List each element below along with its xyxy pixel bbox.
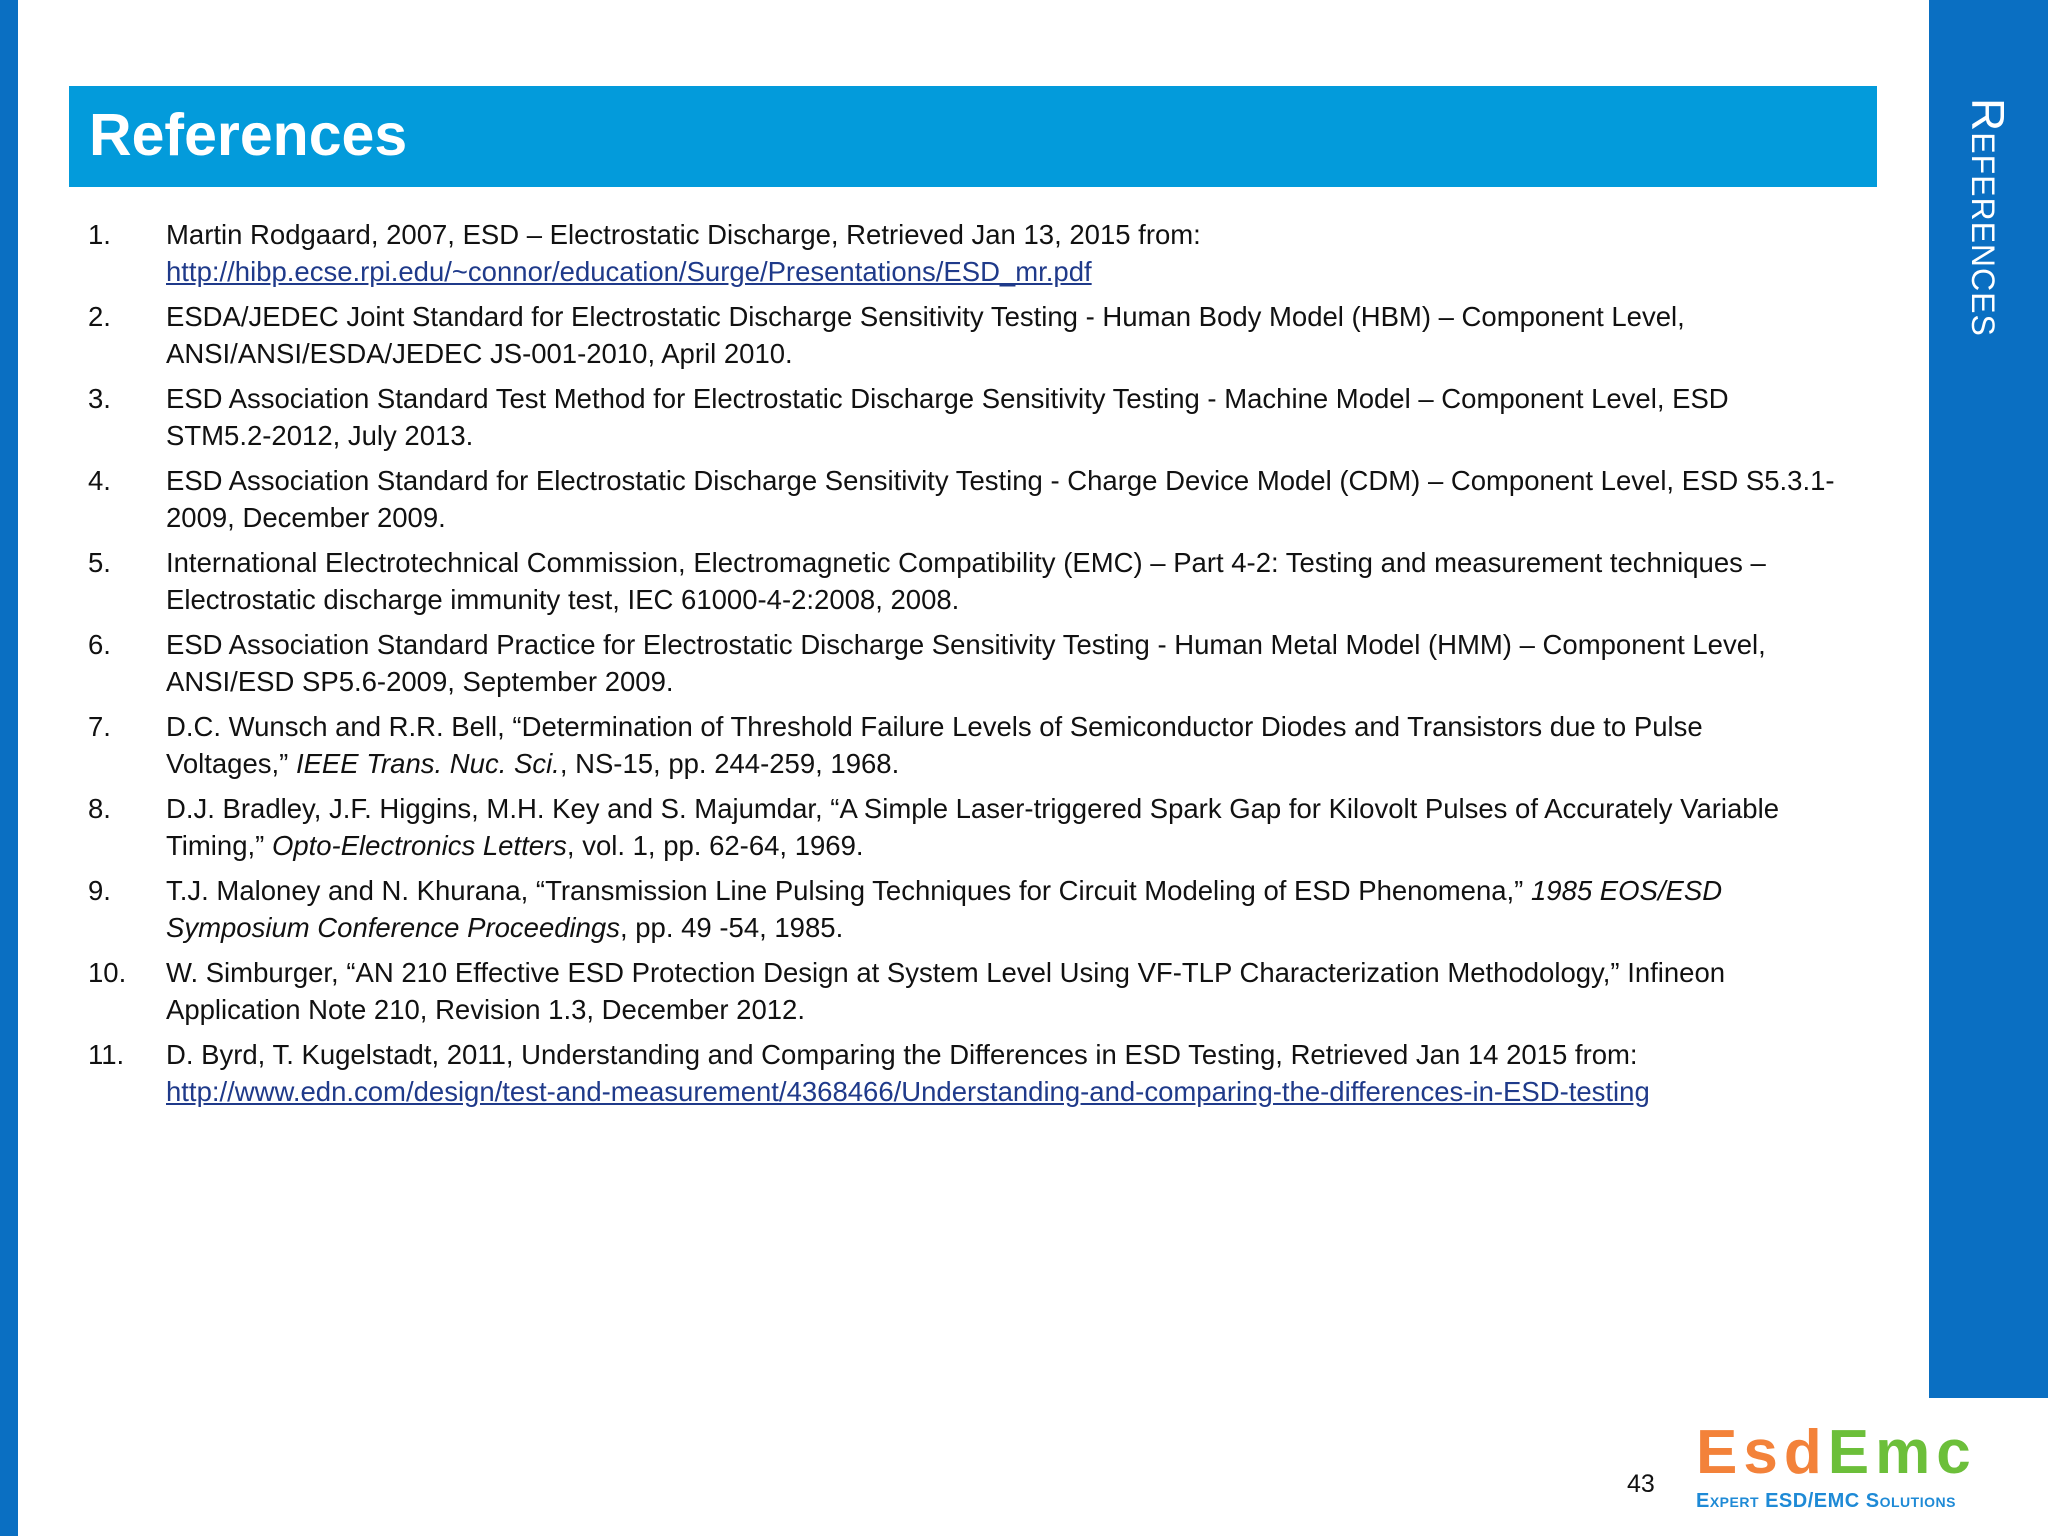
reference-number: 5.: [88, 547, 111, 578]
reference-number: 2.: [88, 301, 111, 332]
reference-number: 1.: [88, 219, 111, 250]
reference-text: Application Note 210, Revision 1.3, December 2012.: [166, 994, 805, 1025]
reference-link[interactable]: http://www.edn.com/design/test-and-measurement/4368466/Understanding-and-comparing-the-differences-in-ESD-testing: [166, 1076, 1650, 1107]
reference-number: 9.: [88, 875, 111, 906]
reference-text: Voltages,”: [166, 748, 296, 779]
reference-item-5: [88, 544, 1888, 618]
reference-item-11: [88, 1036, 1888, 1110]
section-side-title: References: [1962, 98, 2014, 337]
reference-item-8: [88, 790, 1888, 864]
reference-item-10: [88, 954, 1888, 1028]
reference-number: 7.: [88, 711, 111, 742]
reference-number: 8.: [88, 793, 111, 824]
reference-number: 3.: [88, 383, 111, 414]
reference-text: Martin Rodgaard, 2007, ESD – Electrostatic Discharge, Retrieved Jan 13, 2015 from:: [166, 219, 1201, 250]
esdemc-logo: [1696, 1418, 2032, 1513]
reference-text: Timing,”: [166, 830, 272, 861]
reference-number: 10.: [88, 957, 127, 988]
reference-item-9: [88, 872, 1888, 946]
journal-title: 1985 EOS/ESD: [1530, 875, 1723, 906]
journal-title: Opto-Electronics Letters: [271, 830, 567, 861]
reference-text: , NS-15, pp. 244-259, 1968.: [559, 748, 900, 779]
reference-text: D.J. Bradley, J.F. Higgins, M.H. Key and S. Majumdar, “A Simple Laser-triggered Spark Gap for Kilovolt Pulses of Accurately Variable: [166, 793, 1779, 824]
page-title: References: [89, 102, 408, 168]
reference-item-1: [88, 216, 1888, 290]
reference-number: 11.: [88, 1039, 125, 1070]
reference-number: 6.: [88, 629, 111, 660]
reference-text: Electrostatic discharge immunity test, IEC 61000-4-2:2008, 2008.: [166, 584, 960, 615]
journal-title: IEEE Trans. Nuc. Sci.: [295, 748, 560, 779]
reference-item-4: [88, 462, 1888, 536]
reference-text: ESD Association Standard for Electrostatic Discharge Sensitivity Testing - Charge Device Model (CDM) – Component Level, ESD S5.3.1-: [166, 465, 1835, 496]
left-accent-bar: [0, 0, 18, 1536]
reference-text: 2009, December 2009.: [166, 502, 446, 533]
logo-part-esd: Esd: [1696, 1418, 1828, 1487]
page-number: 43: [1627, 1470, 1655, 1498]
reference-text: , pp. 49 -54, 1985.: [619, 912, 844, 943]
reference-text: ANSI/ESD SP5.6-2009, September 2009.: [166, 666, 674, 697]
reference-text: D. Byrd, T. Kugelstadt, 2011, Understanding and Comparing the Differences in ESD Testing, Retrieved Jan 14 2015 from:: [166, 1039, 1638, 1070]
reference-item-3: [88, 380, 1888, 454]
reference-text: , vol. 1, pp. 62-64, 1969.: [566, 830, 864, 861]
reference-item-2: [88, 298, 1888, 372]
reference-text: ANSI/ANSI/ESDA/JEDEC JS-001-2010, April 2010.: [166, 338, 793, 369]
reference-text: ESD Association Standard Practice for Electrostatic Discharge Sensitivity Testing - Human Metal Model (HMM) – Component Level,: [166, 629, 1766, 660]
reference-text: ESDA/JEDEC Joint Standard for Electrostatic Discharge Sensitivity Testing - Human Body Model (HBM) – Component Level,: [166, 301, 1685, 332]
reference-text: International Electrotechnical Commission, Electromagnetic Compatibility (EMC) – Part 4-2: Testing and measurement techniques –: [166, 547, 1766, 578]
reference-text: STM5.2-2012, July 2013.: [166, 420, 474, 451]
logo-wordmark: [1696, 1418, 2032, 1487]
journal-title: Symposium Conference Proceedings: [166, 912, 620, 943]
reference-list: [88, 216, 1888, 1118]
logo-tagline: Expert ESD/EMC Solutions: [1696, 1490, 1956, 1512]
reference-text: W. Simburger, “AN 210 Effective ESD Protection Design at System Level Using VF-TLP Characterization Methodology,” Infineon: [166, 957, 1726, 988]
reference-text: ESD Association Standard Test Method for Electrostatic Discharge Sensitivity Testing - Machine Model – Component Level, ESD: [166, 383, 1729, 414]
reference-number: 4.: [88, 465, 111, 496]
reference-item-6: [88, 626, 1888, 700]
reference-item-7: [88, 708, 1888, 782]
reference-text: T.J. Maloney and N. Khurana, “Transmission Line Pulsing Techniques for Circuit Modeling of ESD Phenomena,”: [166, 875, 1531, 906]
reference-text: D.C. Wunsch and R.R. Bell, “Determination of Threshold Failure Levels of Semiconductor Diodes and Transistors due to Pulse: [166, 711, 1703, 742]
logo-part-emc: Emc: [1827, 1418, 1977, 1487]
title-banner: [69, 86, 1877, 187]
reference-link[interactable]: http://hibp.ecse.rpi.edu/~connor/education/Surge/Presentations/ESD_mr.pdf: [166, 256, 1092, 287]
